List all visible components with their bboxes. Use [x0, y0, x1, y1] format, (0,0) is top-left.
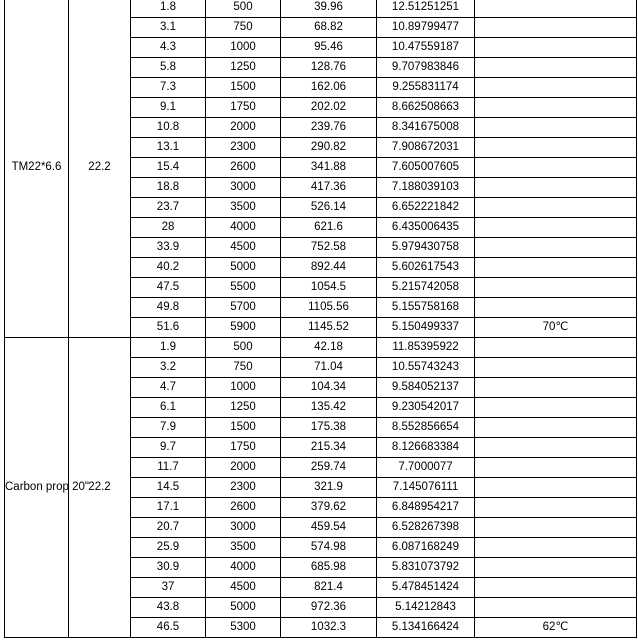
empty-cell [475, 78, 637, 98]
table-cell: 3.1 [131, 18, 206, 38]
table-cell: 9.7 [131, 438, 206, 458]
empty-cell [475, 478, 637, 498]
table-cell: 290.82 [281, 138, 377, 158]
table-cell: 9.255831174 [377, 78, 475, 98]
table-cell: 15.4 [131, 158, 206, 178]
table-cell: 9.1 [131, 98, 206, 118]
table-cell: 1105.56 [281, 298, 377, 318]
table-cell: 8.126683384 [377, 438, 475, 458]
table-cell: 51.6 [131, 318, 206, 338]
table-cell: 459.54 [281, 518, 377, 538]
empty-cell [475, 218, 637, 238]
table-cell: 162.06 [281, 78, 377, 98]
table-cell: 2300 [206, 478, 281, 498]
empty-cell [475, 498, 637, 518]
table-cell: 7.145076111 [377, 478, 475, 498]
diameter-cell: 22.2 [69, 338, 131, 638]
empty-cell [475, 58, 637, 78]
table-body [5, 0, 637, 638]
table-cell: 417.36 [281, 178, 377, 198]
table-cell: 10.8 [131, 118, 206, 138]
empty-cell [475, 558, 637, 578]
table-cell: 1250 [206, 58, 281, 78]
table-cell: 4500 [206, 238, 281, 258]
table-cell: 13.1 [131, 138, 206, 158]
table-cell: 10.55743243 [377, 358, 475, 378]
empty-cell [475, 118, 637, 138]
temperature-cell: 70℃ [475, 318, 637, 338]
table-cell: 25.9 [131, 538, 206, 558]
table-cell: 30.9 [131, 558, 206, 578]
table-cell: 259.74 [281, 458, 377, 478]
empty-cell [475, 238, 637, 258]
table-cell: 7.9 [131, 418, 206, 438]
table-cell: 3500 [206, 538, 281, 558]
empty-cell [475, 438, 637, 458]
performance-table [4, 0, 637, 638]
table-cell: 8.341675008 [377, 118, 475, 138]
model-cell: TM22*6.6 [5, 0, 69, 338]
table-cell: 7.3 [131, 78, 206, 98]
table-cell: 8.662508663 [377, 98, 475, 118]
table-cell: 621.6 [281, 218, 377, 238]
table-cell: 46.5 [131, 618, 206, 638]
table-cell: 7.908672031 [377, 138, 475, 158]
table-cell: 752.58 [281, 238, 377, 258]
table-cell: 1145.52 [281, 318, 377, 338]
table-cell: 5000 [206, 258, 281, 278]
table-cell: 341.88 [281, 158, 377, 178]
table-cell: 2600 [206, 498, 281, 518]
table-cell: 20.7 [131, 518, 206, 538]
table-cell: 47.5 [131, 278, 206, 298]
table-cell: 500 [206, 338, 281, 358]
table-cell: 892.44 [281, 258, 377, 278]
table-cell: 5.215742058 [377, 278, 475, 298]
empty-cell [475, 258, 637, 278]
table-cell: 6.435006435 [377, 218, 475, 238]
table-cell: 1250 [206, 398, 281, 418]
empty-cell [475, 138, 637, 158]
table-cell: 4500 [206, 578, 281, 598]
empty-cell [475, 0, 637, 18]
table-cell: 1500 [206, 78, 281, 98]
table-cell: 4000 [206, 218, 281, 238]
table-cell: 9.584052137 [377, 378, 475, 398]
table-cell: 5.831073792 [377, 558, 475, 578]
table-cell: 5500 [206, 278, 281, 298]
table-cell: 3000 [206, 518, 281, 538]
temperature-cell: 62℃ [475, 618, 637, 638]
model-cell: Carbon prop 20" [5, 338, 69, 638]
empty-cell [475, 18, 637, 38]
empty-cell [475, 538, 637, 558]
table-cell: 12.51251251 [377, 0, 475, 18]
empty-cell [475, 378, 637, 398]
table-cell: 4.7 [131, 378, 206, 398]
table-cell: 5.478451424 [377, 578, 475, 598]
table-cell: 821.4 [281, 578, 377, 598]
table-cell: 2000 [206, 118, 281, 138]
table-cell: 202.02 [281, 98, 377, 118]
table-cell: 1054.5 [281, 278, 377, 298]
table-cell: 1.8 [131, 0, 206, 18]
table-cell: 33.9 [131, 238, 206, 258]
table-cell: 5.14212843 [377, 598, 475, 618]
table-cell: 1750 [206, 438, 281, 458]
table-cell: 43.8 [131, 598, 206, 618]
table-cell: 7.188039103 [377, 178, 475, 198]
table-cell: 1500 [206, 418, 281, 438]
table-cell: 68.82 [281, 18, 377, 38]
table-cell: 14.5 [131, 478, 206, 498]
empty-cell [475, 358, 637, 378]
table-cell: 321.9 [281, 478, 377, 498]
table-cell: 5700 [206, 298, 281, 318]
table-cell: 6.1 [131, 398, 206, 418]
table-cell: 574.98 [281, 538, 377, 558]
diameter-cell: 22.2 [69, 0, 131, 338]
empty-cell [475, 598, 637, 618]
table-cell: 2600 [206, 158, 281, 178]
table-cell: 9.230542017 [377, 398, 475, 418]
table-cell: 526.14 [281, 198, 377, 218]
table-cell: 239.76 [281, 118, 377, 138]
table-cell: 42.18 [281, 338, 377, 358]
table-cell: 11.85395922 [377, 338, 475, 358]
table-cell: 71.04 [281, 358, 377, 378]
table-cell: 7.7000077 [377, 458, 475, 478]
empty-cell [475, 338, 637, 358]
table-cell: 18.8 [131, 178, 206, 198]
table-cell: 175.38 [281, 418, 377, 438]
empty-cell [475, 278, 637, 298]
table-cell: 6.528267398 [377, 518, 475, 538]
table-cell: 135.42 [281, 398, 377, 418]
table-cell: 1.9 [131, 338, 206, 358]
table-cell: 5300 [206, 618, 281, 638]
empty-cell [475, 578, 637, 598]
empty-cell [475, 298, 637, 318]
table-cell: 3000 [206, 178, 281, 198]
table-cell: 1000 [206, 38, 281, 58]
table-cell: 9.707983846 [377, 58, 475, 78]
table-cell: 40.2 [131, 258, 206, 278]
table-cell: 8.552856654 [377, 418, 475, 438]
empty-cell [475, 158, 637, 178]
table-cell: 5.8 [131, 58, 206, 78]
empty-cell [475, 518, 637, 538]
table-cell: 10.47559187 [377, 38, 475, 58]
table-row [5, 0, 637, 18]
table-cell: 972.36 [281, 598, 377, 618]
table-cell: 3.2 [131, 358, 206, 378]
table-cell: 5.150499337 [377, 318, 475, 338]
table-cell: 2300 [206, 138, 281, 158]
table-cell: 500 [206, 0, 281, 18]
table-cell: 5000 [206, 598, 281, 618]
table-cell: 5.134166424 [377, 618, 475, 638]
table-cell: 6.087168249 [377, 538, 475, 558]
table-cell: 1750 [206, 98, 281, 118]
table-cell: 750 [206, 358, 281, 378]
table-cell: 11.7 [131, 458, 206, 478]
table-cell: 215.34 [281, 438, 377, 458]
table-cell: 1000 [206, 378, 281, 398]
table-cell: 128.76 [281, 58, 377, 78]
table-cell: 23.7 [131, 198, 206, 218]
table-row [5, 338, 637, 358]
table-cell: 28 [131, 218, 206, 238]
table-cell: 7.605007605 [377, 158, 475, 178]
table-cell: 6.652221842 [377, 198, 475, 218]
empty-cell [475, 418, 637, 438]
table-cell: 49.8 [131, 298, 206, 318]
table-cell: 379.62 [281, 498, 377, 518]
table-cell: 10.89799477 [377, 18, 475, 38]
table-cell: 1032.3 [281, 618, 377, 638]
table-cell: 5.155758168 [377, 298, 475, 318]
empty-cell [475, 178, 637, 198]
table-cell: 104.34 [281, 378, 377, 398]
empty-cell [475, 38, 637, 58]
table-cell: 17.1 [131, 498, 206, 518]
table-cell: 685.98 [281, 558, 377, 578]
empty-cell [475, 198, 637, 218]
table-cell: 5900 [206, 318, 281, 338]
table-cell: 5.979430758 [377, 238, 475, 258]
table-cell: 2000 [206, 458, 281, 478]
table-cell: 4000 [206, 558, 281, 578]
table-cell: 6.848954217 [377, 498, 475, 518]
table-cell: 4.3 [131, 38, 206, 58]
empty-cell [475, 458, 637, 478]
table-cell: 5.602617543 [377, 258, 475, 278]
table-cell: 750 [206, 18, 281, 38]
empty-cell [475, 98, 637, 118]
table-cell: 3500 [206, 198, 281, 218]
table-cell: 39.96 [281, 0, 377, 18]
empty-cell [475, 398, 637, 418]
table-cell: 95.46 [281, 38, 377, 58]
table-cell: 37 [131, 578, 206, 598]
